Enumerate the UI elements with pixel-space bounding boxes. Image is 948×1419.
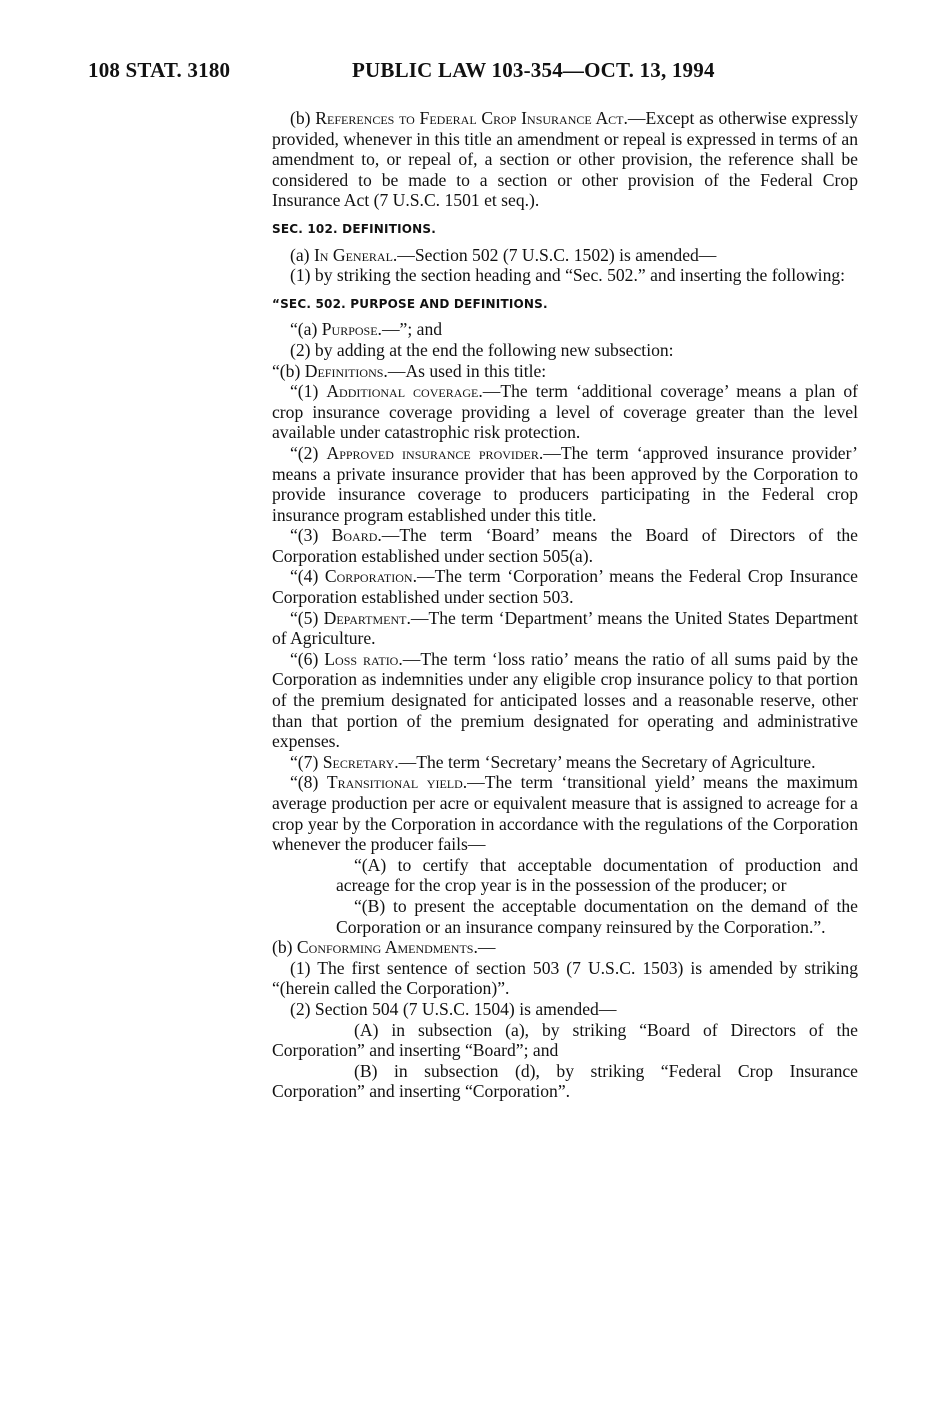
conforming-item-2b: (B) in subsection (d), by striking “Federal Crop Insurance Corporation” and inserting “Corporation”. xyxy=(272,1060,858,1102)
yield-subitem-a: “(A) to certify that acceptable documentation of production and acreage for the crop year is in the possession of the producer; or xyxy=(336,854,858,896)
definition-number: “(3) xyxy=(290,525,319,546)
definition-2 xyxy=(272,443,858,525)
conforming-label: (b) xyxy=(272,937,293,958)
purpose-line xyxy=(272,319,858,340)
definition-term: Approved insurance provider. xyxy=(326,442,544,463)
definition-number: “(2) xyxy=(290,442,319,463)
definition-number: “(5) xyxy=(290,607,319,628)
references-label: (b) xyxy=(290,108,311,128)
definition-text: —The term ‘Department’ means the United States Department of Agriculture. xyxy=(272,607,858,649)
definition-3 xyxy=(272,525,858,566)
definition-term: Board. xyxy=(331,525,382,546)
definition-1 xyxy=(272,381,858,443)
subsection-a xyxy=(272,245,858,266)
definition-text: —The term ‘loss ratio’ means the ratio of all sums paid by the Corporation as indemnities under any eligible crop insurance policy to that portion of the premium designated for anticipated losses and a reasonable reserve, other than that portion of the premium designated for operating and administrative expenses. xyxy=(272,648,859,752)
definition-7 xyxy=(272,752,858,773)
stat-citation: 108 STAT. 3180 xyxy=(88,58,231,82)
references-heading: References to Federal Crop Insurance Act. xyxy=(315,108,628,128)
definition-text: —The term ‘Corporation’ means the Federal Crop Insurance Corporation established under section 503. xyxy=(272,566,858,608)
law-title: PUBLIC LAW 103-354—OCT. 13, 1994 xyxy=(352,58,715,82)
definition-term: Corporation. xyxy=(324,566,417,587)
references-text: —Except as otherwise expressly provided, whenever in this title an amendment or repeal is expressed in terms of an amendment to, or repeal of, a section or other provision, the reference shall be considered to be made to a section or other provision of the Federal Crop Insurance Act (7 U.S.C. 1501 et seq.). xyxy=(272,108,859,211)
definition-term: Department. xyxy=(323,607,411,628)
definition-text: —The term ‘Board’ means the Board of Directors of the Corporation established under section 505(a). xyxy=(272,525,858,566)
amendment-item-1: (1) by striking the section heading and “Sec. 502.” and inserting the following: xyxy=(290,265,846,286)
conforming-item-2a: (A) in subsection (a), by striking “Board of Directors of the Corporation” and inserting “Board”; and xyxy=(272,1019,858,1061)
purpose-tail: —”; and xyxy=(381,319,443,340)
purpose-open: “(a) xyxy=(290,319,318,340)
inserted-section-heading: “SEC. 502. PURPOSE AND DEFINITIONS. xyxy=(272,296,548,311)
definition-number: “(7) xyxy=(290,751,319,772)
conforming-heading: Conforming Amendments. xyxy=(296,937,478,958)
conforming-heading-line xyxy=(272,937,858,958)
section-heading: SEC. 102. DEFINITIONS. xyxy=(272,221,436,236)
subsection-a-label: (a) xyxy=(290,244,310,265)
definition-term: Transitional yield. xyxy=(326,772,468,793)
definitions-tail: —As used in this title: xyxy=(387,360,547,381)
definition-6 xyxy=(272,649,858,752)
definition-number: “(8) xyxy=(290,772,319,793)
body-text xyxy=(272,108,858,1102)
definition-term: Loss ratio. xyxy=(324,648,403,669)
definition-number: “(4) xyxy=(290,566,319,587)
definitions-open: “(b) xyxy=(272,360,301,381)
amendment-item-2: (2) by adding at the end the following new subsection: xyxy=(290,339,674,360)
conforming-tail: — xyxy=(477,937,496,958)
definition-8 xyxy=(272,772,858,854)
conforming-item-1: (1) The first sentence of section 503 (7 U.S.C. 1503) is amended by striking “(herein called the Corporation)”. xyxy=(272,957,858,999)
definition-term: Secretary. xyxy=(322,751,399,772)
definition-text: —The term ‘additional coverage’ means a plan of crop insurance coverage providing a level of coverage greater than the level available under catastrophic risk protection. xyxy=(272,381,858,443)
definition-term: Additional coverage. xyxy=(326,381,483,402)
definition-number: “(1) xyxy=(290,381,319,402)
definition-4 xyxy=(272,566,858,607)
conforming-item-2: (2) Section 504 (7 U.S.C. 1504) is amended— xyxy=(290,998,617,1019)
subsection-a-heading: In General. xyxy=(313,244,398,265)
definition-text: —The term ‘approved insurance provider’ means a private insurance provider that has been approved by the Corporation to provide insurance coverage to producers participating in the Federal crop insurance program established under this title. xyxy=(272,442,858,525)
definition-5 xyxy=(272,608,858,649)
references-paragraph xyxy=(272,108,858,211)
definitions-intro xyxy=(272,361,858,382)
definition-number: “(6) xyxy=(290,648,319,669)
definitions-heading: Definitions. xyxy=(304,360,388,381)
definition-text: —The term ‘Secretary’ means the Secretary of Agriculture. xyxy=(398,751,816,772)
definition-text: —The term ‘transitional yield’ means the maximum average production per acre or equivalent measure that is assigned to acreage for a crop year by the Corporation in accordance with the regulations of the Corporation whenever the producer fails— xyxy=(272,772,858,855)
purpose-heading: Purpose. xyxy=(321,319,382,340)
yield-subitem-b: “(B) to present the acceptable documentation on the demand of the Corporation or an insurance company reinsured by the Corporation.”. xyxy=(336,895,858,937)
subsection-a-text: —Section 502 (7 U.S.C. 1502) is amended— xyxy=(397,244,717,265)
